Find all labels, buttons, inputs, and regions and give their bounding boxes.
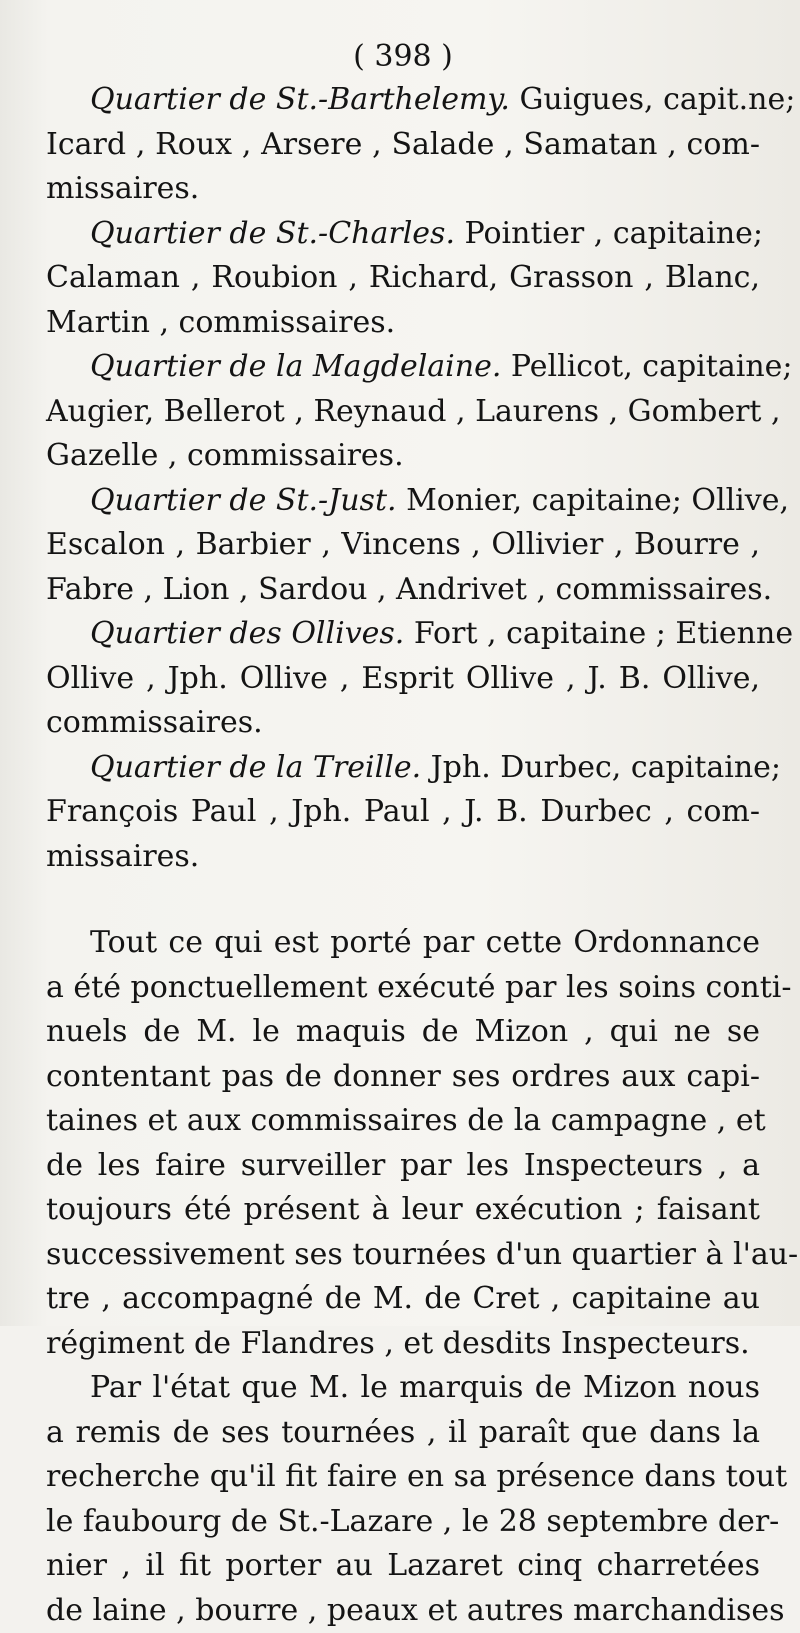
text-line [46, 123, 760, 168]
quartier-list [46, 78, 760, 879]
text-line [46, 701, 760, 746]
line-text: missaires. [46, 839, 199, 874]
line-text: Fort , capitaine ; Etienne [404, 616, 793, 651]
quartier-name: Quartier de la Treille. [90, 750, 421, 785]
quartier-entry [46, 78, 760, 212]
paragraph-ordonnance [46, 921, 760, 1366]
text-line: taines et aux commissaires de la campagne , et [46, 1099, 760, 1144]
quartier-entry [46, 746, 760, 880]
quartier-name: Quartier de St.-Charles. [90, 216, 455, 251]
text-line: Tout ce qui est porté par cette Ordonnance [46, 921, 760, 966]
text-line: contentant pas de donner ses ordres aux capi- [46, 1055, 760, 1100]
paragraph-tournees [46, 1366, 760, 1633]
line-text: Monier, capitaine; Ollive, [397, 483, 789, 518]
quartier-entry [46, 345, 760, 479]
text-line: toujours été présent à leur exécution ; faisant [46, 1188, 760, 1233]
quartier-name: Quartier de la Magdelaine. [90, 349, 501, 384]
text-line: de les faire surveiller par les Inspecteurs , a [46, 1144, 760, 1189]
text-line: nuels de M. le maquis de Mizon , qui ne se [46, 1010, 760, 1055]
text-line [46, 523, 760, 568]
line-text: Escalon , Barbier , Vincens , Ollivier , Bourre , [46, 527, 760, 562]
quartier-entry [46, 212, 760, 346]
text-line [46, 612, 760, 657]
text-line [46, 835, 760, 880]
quartier-name: Quartier de St.-Just. [90, 483, 397, 518]
line-text: Ollive , Jph. Ollive , Esprit Ollive , J. B. Ollive, [46, 661, 760, 696]
text-line: tre , accompagné de M. de Cret , capitaine au [46, 1277, 760, 1322]
text-line [46, 167, 760, 212]
line-text: François Paul , Jph. Paul , J. B. Durbec , com- [46, 794, 760, 829]
text-line [46, 78, 760, 123]
line-text: Martin , commissaires. [46, 305, 395, 340]
page-number: ( 398 ) [46, 40, 760, 74]
text-line: le faubourg de St.-Lazare , le 28 septembre der- [46, 1500, 760, 1545]
line-text: Fabre , Lion , Sardou , Andrivet , commissaires. [46, 572, 772, 607]
text-line [46, 212, 760, 257]
text-line [46, 790, 760, 835]
text-line [46, 746, 760, 791]
line-text: Icard , Roux , Arsere , Salade , Samatan , com- [46, 127, 760, 162]
quartier-name: Quartier des Ollives. [90, 616, 404, 651]
text-line: successivement ses tournées d'un quartier à l'au- [46, 1233, 760, 1278]
text-line: régiment de Flandres , et desdits Inspecteurs. [46, 1322, 760, 1367]
text-line: recherche qu'il fit faire en sa présence dans tout [46, 1455, 760, 1500]
text-line: Par l'état que M. le marquis de Mizon nous [46, 1366, 760, 1411]
quartier-name: Quartier de St.-Barthelemy. [90, 82, 510, 117]
text-line [46, 657, 760, 702]
line-text: Gazelle , commissaires. [46, 438, 404, 473]
line-text: Guigues, capit.ne; [510, 82, 795, 117]
line-text: missaires. [46, 171, 199, 206]
line-text: Pointier , capitaine; [455, 216, 763, 251]
text-line: nier , il fit porter au Lazaret cinq charretées [46, 1544, 760, 1589]
quartier-entry [46, 612, 760, 746]
text-line [46, 345, 760, 390]
section-gap [46, 879, 760, 921]
text-line [46, 390, 760, 435]
text-line: de laine , bourre , peaux et autres marchandises [46, 1589, 760, 1633]
text-line [46, 479, 760, 524]
text-line [46, 568, 760, 613]
line-text: Augier, Bellerot , Reynaud , Laurens , Gombert , [46, 394, 781, 429]
text-line: a remis de ses tournées , il paraît que dans la [46, 1411, 760, 1456]
line-text: Calaman , Roubion , Richard, Grasson , Blanc, [46, 260, 760, 295]
text-line [46, 301, 760, 346]
text-line [46, 434, 760, 479]
line-text: commissaires. [46, 705, 263, 740]
line-text: Jph. Durbec, capitaine; [421, 750, 781, 785]
text-line: a été ponctuellement exécuté par les soins conti- [46, 966, 760, 1011]
line-text: Pellicot, capitaine; [501, 349, 792, 384]
quartier-entry [46, 479, 760, 613]
text-line [46, 256, 760, 301]
